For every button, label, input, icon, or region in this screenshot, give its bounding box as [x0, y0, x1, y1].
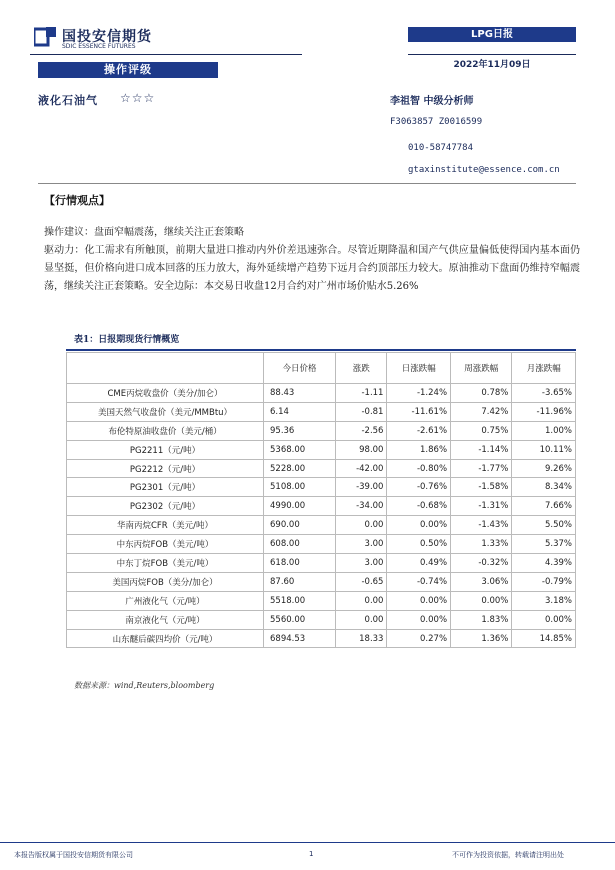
table-row [67, 478, 576, 497]
table-cell: 0.00% [451, 591, 512, 610]
table-cell: 3.00 [336, 554, 387, 573]
table-cell: -1.43% [451, 516, 512, 535]
table-cell: 608.00 [264, 535, 336, 554]
row-label: CME丙烷收盘价（美分/加仑） [67, 384, 264, 403]
table-cell: 1.33% [451, 535, 512, 554]
table-top-rule [66, 349, 576, 351]
table-row [67, 572, 576, 591]
row-label: PG2211（元/吨） [67, 440, 264, 459]
table-cell: 88.43 [264, 384, 336, 403]
table-cell: -0.65 [336, 572, 387, 591]
table-cell: -11.96% [512, 402, 576, 421]
analyst-name: 李祖智 中级分析师 [390, 96, 474, 107]
table-cell: -0.80% [387, 459, 451, 478]
table-cell: -42.00 [336, 459, 387, 478]
header-cell: 日涨跌幅 [387, 353, 451, 384]
header-cell: 涨跌 [336, 353, 387, 384]
row-label: 广州液化气（元/吨） [67, 591, 264, 610]
table-row [67, 516, 576, 535]
table-row [67, 591, 576, 610]
row-label: PG2212（元/吨） [67, 459, 264, 478]
header-cell: 月涨跌幅 [512, 353, 576, 384]
table-row [67, 497, 576, 516]
table-header-row [67, 353, 576, 384]
header-rule-left [30, 54, 302, 55]
table-cell: 9.26% [512, 459, 576, 478]
table-cell: 3.00 [336, 535, 387, 554]
rating-label: 操作评级 [38, 62, 218, 78]
footer-rule [0, 842, 615, 843]
table-cell: 4990.00 [264, 497, 336, 516]
table-cell: -0.81 [336, 402, 387, 421]
table-cell: 5368.00 [264, 440, 336, 459]
table-row [67, 535, 576, 554]
table-cell: -1.77% [451, 459, 512, 478]
table-cell: 618.00 [264, 554, 336, 573]
table-cell: 7.66% [512, 497, 576, 516]
header-rule-right [408, 54, 576, 55]
table-row [67, 384, 576, 403]
table-cell: 10.11% [512, 440, 576, 459]
table-row [67, 459, 576, 478]
report-date: 2022年11月09日 [453, 60, 531, 70]
footer-disclaimer: 不可作为投资依据，转载请注明出处 [452, 851, 564, 859]
table-cell: 7.42% [451, 402, 512, 421]
table-caption: 表1：日报期现货行情概览 [74, 335, 180, 345]
table-row [67, 610, 576, 629]
table-cell: 0.00% [387, 610, 451, 629]
table-cell: 98.00 [336, 440, 387, 459]
table-cell: 0.00 [336, 610, 387, 629]
analyst-license: F3063857 Z0016599 [390, 117, 483, 127]
row-label: 中东丙烷FOB（美元/吨） [67, 535, 264, 554]
driver-text: 驱动力：化工需求有所触顶，前期大量进口推动内外价差迅速弥合。尽管近期降温和国产气供应量偏低使得国内基本面仍显坚挺，但价格向进口成本回落的压力放大，海外延续增产趋势下远月合约顶部压力较大。原油推动下盘面仍维持窄幅震荡，继续关注正套策略。安全边际：本交易日收盘12月合约对广州市场价贴水5.26% [44, 245, 580, 292]
table-cell: 95.36 [264, 421, 336, 440]
table-cell: 1.00% [512, 421, 576, 440]
footer-copyright: 本报告版权属于国投安信期货有限公司 [14, 851, 133, 859]
table-cell: 1.83% [451, 610, 512, 629]
table-cell: 1.86% [387, 440, 451, 459]
table-cell: -0.79% [512, 572, 576, 591]
table-cell: -0.68% [387, 497, 451, 516]
analyst-email: gtaxinstitute@essence.com.cn [408, 165, 560, 175]
table-cell: 0.00 [336, 516, 387, 535]
table-cell: 6894.53 [264, 629, 336, 648]
row-label: PG2301（元/吨） [67, 478, 264, 497]
table-cell: -2.56 [336, 421, 387, 440]
table-cell: -0.76% [387, 478, 451, 497]
table-cell: 4.39% [512, 554, 576, 573]
company-name-en: SDIC ESSENCE FUTURES [62, 43, 136, 50]
table-cell: -1.14% [451, 440, 512, 459]
report-type-badge: LPG日报 [408, 27, 576, 42]
section-divider [38, 183, 576, 184]
table-cell: 6.14 [264, 402, 336, 421]
row-label: 布伦特原油收盘价（美元/桶） [67, 421, 264, 440]
section-title: 【行情观点】 [44, 194, 110, 207]
table-cell: 3.18% [512, 591, 576, 610]
product-name: 液化石油气 [38, 94, 98, 107]
commentary [44, 224, 580, 296]
table-cell: 5560.00 [264, 610, 336, 629]
table-cell: 0.49% [387, 554, 451, 573]
table-cell: -1.24% [387, 384, 451, 403]
table-cell: 1.36% [451, 629, 512, 648]
row-label: 中东丁烷FOB（美元/吨） [67, 554, 264, 573]
table-cell: -11.61% [387, 402, 451, 421]
rating-stars: ☆☆☆ [120, 91, 156, 105]
analyst-phone: 010-58747784 [408, 143, 474, 153]
table-row [67, 421, 576, 440]
company-logo [34, 27, 58, 47]
table-cell: 5228.00 [264, 459, 336, 478]
market-overview-table [66, 352, 576, 648]
table-cell: 5.37% [512, 535, 576, 554]
table-cell: 0.50% [387, 535, 451, 554]
row-label: PG2302（元/吨） [67, 497, 264, 516]
table-row [67, 402, 576, 421]
data-source: 数据来源：wind,Reuters,bloomberg [74, 681, 215, 690]
table-cell: -2.61% [387, 421, 451, 440]
table-cell: 18.33 [336, 629, 387, 648]
operation-advice: 操作建议：盘面窄幅震荡，继续关注正套策略 [44, 227, 244, 238]
header-cell: 今日价格 [264, 353, 336, 384]
table-cell: 0.00% [387, 516, 451, 535]
table-cell: 87.60 [264, 572, 336, 591]
table-cell: -39.00 [336, 478, 387, 497]
page-number: 1 [309, 850, 314, 858]
table-cell: 0.00 [336, 591, 387, 610]
table-cell: 0.00% [387, 591, 451, 610]
header-cell: 周涨跌幅 [451, 353, 512, 384]
table-cell: -0.74% [387, 572, 451, 591]
table-cell: 0.00% [512, 610, 576, 629]
table-cell: 690.00 [264, 516, 336, 535]
table-cell: 0.78% [451, 384, 512, 403]
table-cell: 5518.00 [264, 591, 336, 610]
header-cell [67, 353, 264, 384]
table-cell: 5108.00 [264, 478, 336, 497]
table-cell: -1.58% [451, 478, 512, 497]
table-cell: 3.06% [451, 572, 512, 591]
row-label: 南京液化气（元/吨） [67, 610, 264, 629]
row-label: 山东醚后碳四均价（元/吨） [67, 629, 264, 648]
company-name-cn: 国投安信期货 [62, 29, 152, 45]
row-label: 美国天然气收盘价（美元/MMBtu） [67, 402, 264, 421]
table-cell: 14.85% [512, 629, 576, 648]
table-row [67, 629, 576, 648]
table-cell: 8.34% [512, 478, 576, 497]
table-row [67, 554, 576, 573]
table-row [67, 440, 576, 459]
table-cell: 0.75% [451, 421, 512, 440]
table-cell: 0.27% [387, 629, 451, 648]
table-cell: -1.11 [336, 384, 387, 403]
row-label: 华南丙烷CFR（美元/吨） [67, 516, 264, 535]
table-cell: -0.32% [451, 554, 512, 573]
row-label: 美国丙烷FOB（美分/加仑） [67, 572, 264, 591]
table-cell: -3.65% [512, 384, 576, 403]
table-cell: -34.00 [336, 497, 387, 516]
table-cell: -1.31% [451, 497, 512, 516]
table-cell: 5.50% [512, 516, 576, 535]
